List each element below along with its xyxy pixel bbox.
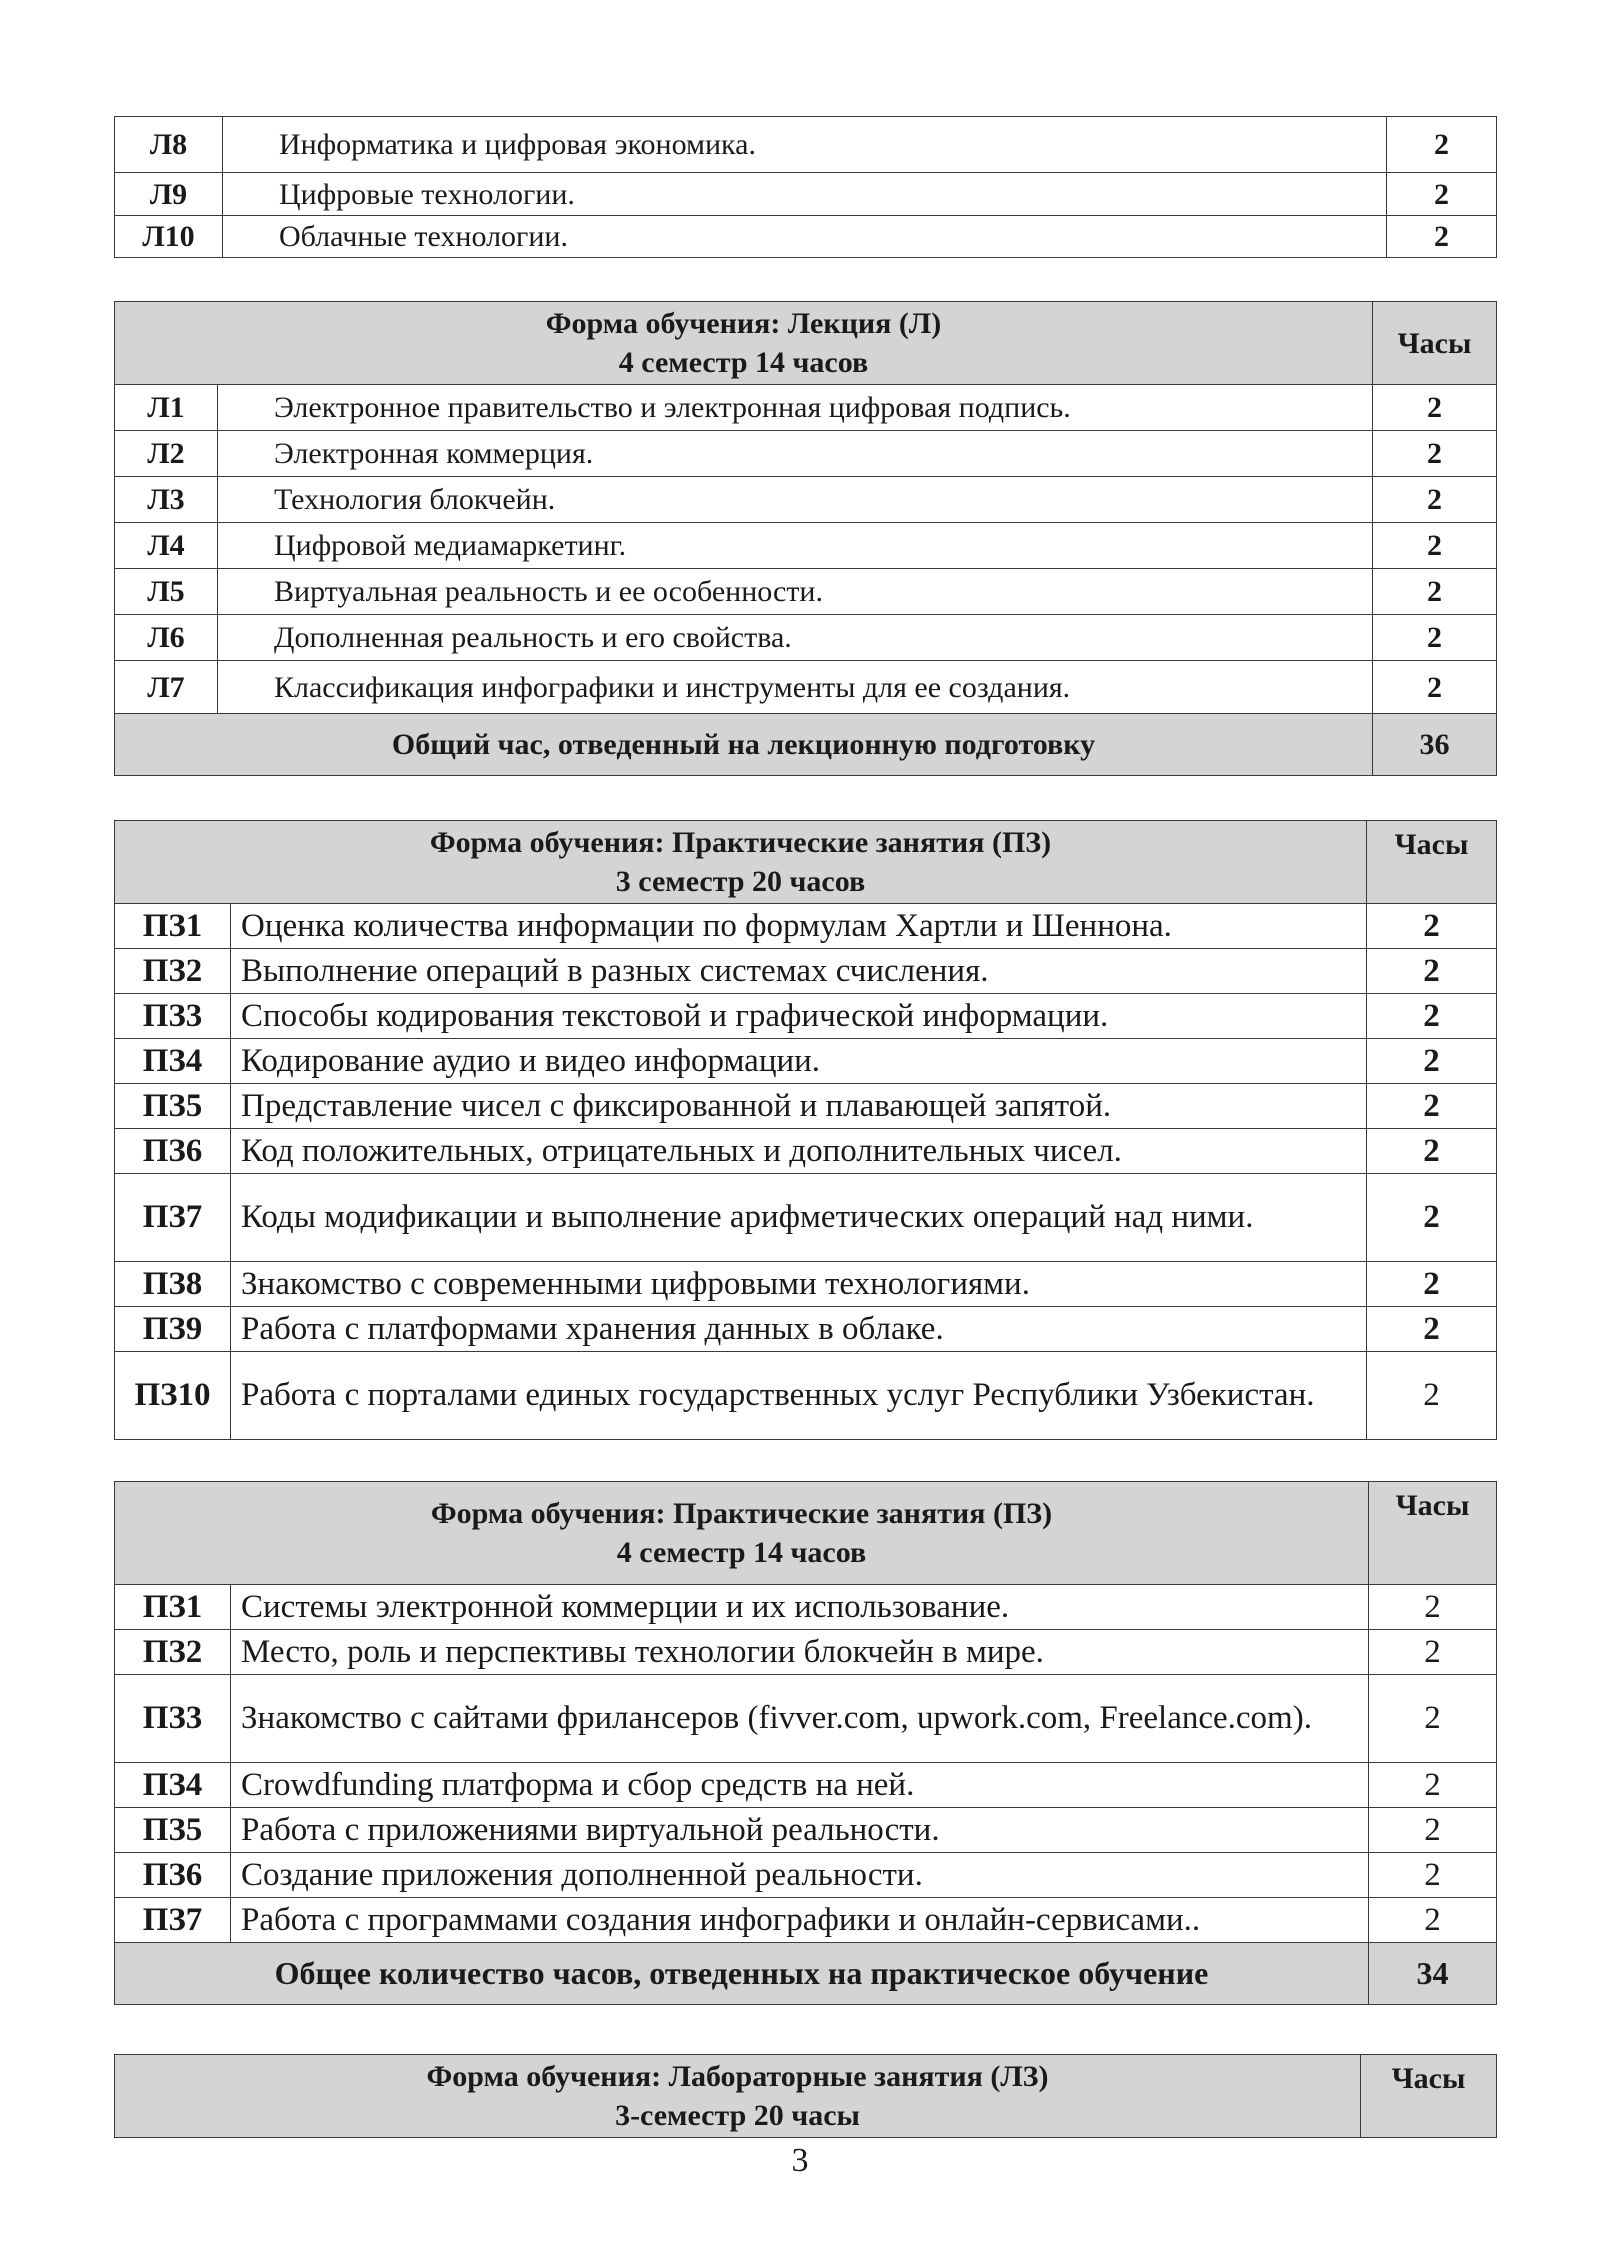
total-label: Общее количество часов, отведенных на практическое обучение — [115, 1943, 1369, 2005]
table-header — [115, 1482, 1369, 1585]
row-title: Оценка количества информации по формулам Хартли и Шеннона. — [231, 904, 1367, 949]
row-title: Выполнение операций в разных системах счисления. — [231, 949, 1367, 994]
table-row — [115, 1630, 1497, 1675]
row-hours: 2 — [1373, 385, 1497, 431]
header-form-label: Форма обучения: Лабораторные занятия (ЛЗ) — [426, 2060, 1049, 2093]
row-code: ПЗ1 — [115, 904, 231, 949]
row-hours: 2 — [1367, 1129, 1497, 1174]
row-title: Классификация инфографики и инструменты для ее создания. — [218, 661, 1373, 714]
row-code: ПЗ10 — [115, 1352, 231, 1440]
row-title: Создание приложения дополненной реальности. — [231, 1853, 1369, 1898]
row-hours: 2 — [1369, 1675, 1497, 1763]
row-code: ПЗ8 — [115, 1262, 231, 1307]
row-title: Облачные технологии. — [223, 216, 1387, 258]
row-title: Код положительных, отрицательных и дополнительных чисел. — [231, 1129, 1367, 1174]
row-code: ПЗ5 — [115, 1808, 231, 1853]
row-hours: 2 — [1369, 1585, 1497, 1630]
lecture-table-semester-4 — [114, 301, 1497, 776]
table-row — [115, 949, 1497, 994]
hours-header: Часы — [1367, 821, 1497, 904]
hours-header: Часы — [1369, 1482, 1497, 1585]
row-hours: 2 — [1373, 523, 1497, 569]
row-title: Кодирование аудио и видео информации. — [231, 1039, 1367, 1084]
row-title: Crowdfunding платформа и сбор средств на ней. — [231, 1763, 1369, 1808]
row-hours: 2 — [1367, 1084, 1497, 1129]
row-hours: 2 — [1367, 994, 1497, 1039]
row-title: Цифровой медиамаркетинг. — [218, 523, 1373, 569]
row-title: Работа с приложениями виртуальной реальности. — [231, 1808, 1369, 1853]
row-hours: 2 — [1367, 949, 1497, 994]
total-value: 36 — [1373, 714, 1497, 776]
total-label: Общий час, отведенный на лекционную подготовку — [115, 714, 1373, 776]
table-row — [115, 523, 1497, 569]
table-row — [115, 1129, 1497, 1174]
table-row — [115, 615, 1497, 661]
row-title: Знакомство с сайтами фрилансеров (fivver.com, upwork.com, Freelance.com). — [231, 1675, 1369, 1763]
lab-table-semester-3 — [114, 2054, 1497, 2138]
table-row — [115, 661, 1497, 714]
table-row — [115, 1307, 1497, 1352]
row-hours: 2 — [1387, 117, 1497, 173]
row-code: Л4 — [115, 523, 218, 569]
table-row — [115, 477, 1497, 523]
row-hours: 2 — [1373, 477, 1497, 523]
header-form-label: Форма обучения: Лекция (Л) — [545, 307, 942, 340]
row-hours: 2 — [1367, 1307, 1497, 1352]
hours-header: Часы — [1361, 2055, 1497, 2138]
header-semester-label: 3-семестр 20 часы — [615, 2099, 860, 2132]
row-title: Работа с платформами хранения данных в облаке. — [231, 1307, 1367, 1352]
table-row — [115, 569, 1497, 615]
row-hours: 2 — [1369, 1808, 1497, 1853]
row-hours: 2 — [1367, 904, 1497, 949]
practice-table-semester-3 — [114, 820, 1497, 1440]
row-code: Л1 — [115, 385, 218, 431]
row-title: Работа с программами создания инфографики и онлайн-сервисами.. — [231, 1898, 1369, 1943]
hours-header: Часы — [1373, 302, 1497, 385]
table-total-row — [115, 714, 1497, 776]
row-title: Работа с порталами единых государственных услуг Республики Узбекистан. — [231, 1352, 1367, 1440]
row-code: Л2 — [115, 431, 218, 477]
table-row — [115, 1898, 1497, 1943]
row-code: ПЗ4 — [115, 1763, 231, 1808]
table-row — [115, 117, 1497, 173]
row-title: Виртуальная реальность и ее особенности. — [218, 569, 1373, 615]
table-row — [115, 431, 1497, 477]
row-title: Системы электронной коммерции и их использование. — [231, 1585, 1369, 1630]
practice-table-semester-4 — [114, 1481, 1497, 2005]
row-hours: 2 — [1369, 1898, 1497, 1943]
table-header-row — [115, 821, 1497, 904]
table-row — [115, 1763, 1497, 1808]
table-row — [115, 1084, 1497, 1129]
table-row — [115, 1039, 1497, 1084]
table-row — [115, 1808, 1497, 1853]
header-semester-label: 4 семестр 14 часов — [616, 1536, 867, 1569]
row-code: Л3 — [115, 477, 218, 523]
table-header-row — [115, 2055, 1497, 2138]
row-title: Коды модификации и выполнение арифметических операций над ними. — [231, 1174, 1367, 1262]
header-semester-label: 4 семестр 14 часов — [618, 346, 869, 379]
row-hours: 2 — [1387, 173, 1497, 216]
header-form-label: Форма обучения: Практические занятия (ПЗ) — [430, 1497, 1053, 1530]
total-value: 34 — [1369, 1943, 1497, 2005]
table-header — [115, 302, 1373, 385]
table-header — [115, 2055, 1361, 2138]
row-code: ПЗ2 — [115, 949, 231, 994]
row-code: ПЗ4 — [115, 1039, 231, 1084]
row-hours: 2 — [1367, 1174, 1497, 1262]
row-title: Способы кодирования текстовой и графической информации. — [231, 994, 1367, 1039]
row-code: ПЗ5 — [115, 1084, 231, 1129]
row-code: ПЗ1 — [115, 1585, 231, 1630]
row-hours: 2 — [1373, 661, 1497, 714]
row-code: ПЗ3 — [115, 994, 231, 1039]
header-form-label: Форма обучения: Практические занятия (ПЗ) — [429, 826, 1052, 859]
row-code: Л10 — [115, 216, 223, 258]
table-row — [115, 1853, 1497, 1898]
row-hours: 2 — [1367, 1039, 1497, 1084]
table-row — [115, 994, 1497, 1039]
row-title: Технология блокчейн. — [218, 477, 1373, 523]
table-row — [115, 1675, 1497, 1763]
table-row — [115, 1174, 1497, 1262]
lecture-table-continued — [114, 116, 1497, 258]
row-code: Л9 — [115, 173, 223, 216]
table-row — [115, 216, 1497, 258]
row-code: Л8 — [115, 117, 223, 173]
table-header-row — [115, 302, 1497, 385]
table-header — [115, 821, 1367, 904]
row-hours: 2 — [1367, 1352, 1497, 1440]
row-hours: 2 — [1369, 1630, 1497, 1675]
row-code: ПЗ7 — [115, 1898, 231, 1943]
row-hours: 2 — [1367, 1262, 1497, 1307]
table-row — [115, 1262, 1497, 1307]
table-total-row — [115, 1943, 1497, 2005]
row-code: Л6 — [115, 615, 218, 661]
row-title: Электронное правительство и электронная цифровая подпись. — [218, 385, 1373, 431]
row-code: Л5 — [115, 569, 218, 615]
row-code: ПЗ6 — [115, 1853, 231, 1898]
row-hours: 2 — [1369, 1853, 1497, 1898]
row-title: Место, роль и перспективы технологии блокчейн в мире. — [231, 1630, 1369, 1675]
page-number: 3 — [791, 2142, 809, 2179]
row-title: Представление чисел с фиксированной и плавающей запятой. — [231, 1084, 1367, 1129]
row-hours: 2 — [1387, 216, 1497, 258]
table-row — [115, 904, 1497, 949]
row-code: ПЗ2 — [115, 1630, 231, 1675]
row-title: Информатика и цифровая экономика. — [223, 117, 1387, 173]
table-row — [115, 1585, 1497, 1630]
row-hours: 2 — [1369, 1763, 1497, 1808]
header-semester-label: 3 семестр 20 часов — [615, 865, 866, 898]
row-code: ПЗ3 — [115, 1675, 231, 1763]
row-title: Знакомство с современными цифровыми технологиями. — [231, 1262, 1367, 1307]
row-title: Дополненная реальность и его свойства. — [218, 615, 1373, 661]
row-hours: 2 — [1373, 431, 1497, 477]
table-row — [115, 173, 1497, 216]
table-row — [115, 1352, 1497, 1440]
table-row — [115, 385, 1497, 431]
row-code: ПЗ9 — [115, 1307, 231, 1352]
row-code: ПЗ7 — [115, 1174, 231, 1262]
row-hours: 2 — [1373, 569, 1497, 615]
row-title: Цифровые технологии. — [223, 173, 1387, 216]
row-title: Электронная коммерция. — [218, 431, 1373, 477]
table-header-row — [115, 1482, 1497, 1585]
row-code: ПЗ6 — [115, 1129, 231, 1174]
row-hours: 2 — [1373, 615, 1497, 661]
row-code: Л7 — [115, 661, 218, 714]
